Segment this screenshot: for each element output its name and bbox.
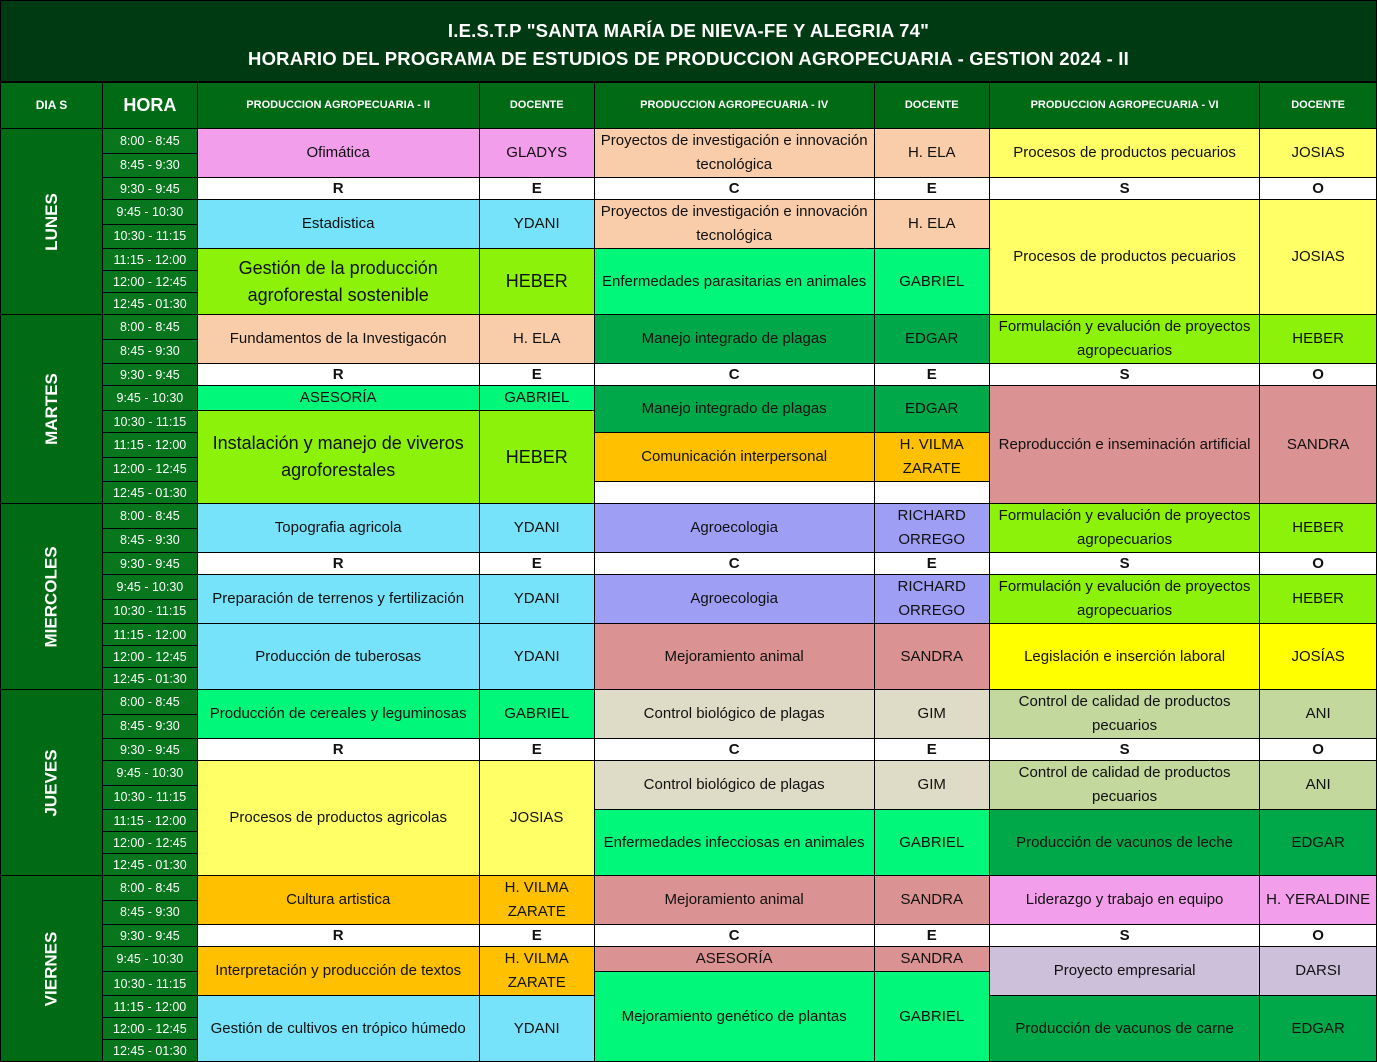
break-letter: O	[1260, 925, 1377, 947]
day-label: LUNES	[1, 129, 103, 315]
teacher-cell: GIM	[874, 761, 989, 810]
time-slot: 8:00 - 8:45	[103, 315, 198, 340]
teacher-cell: SANDRA	[1260, 386, 1377, 504]
break-letter: C	[594, 553, 874, 575]
course-cell: Proyecto empresarial	[989, 947, 1259, 996]
break-letter: C	[594, 739, 874, 761]
teacher-cell: EDGAR	[874, 386, 989, 433]
course-cell: ASESORÍA	[594, 947, 874, 972]
course-cell: ASESORÍA	[197, 386, 479, 411]
course-cell: Topografia agricola	[197, 504, 479, 553]
title-banner	[0, 0, 1377, 82]
teacher-cell: H. VILMA ZARATE	[479, 947, 594, 996]
teacher-cell: YDANI	[479, 504, 594, 553]
course-cell: Agroecologia	[594, 575, 874, 624]
time-slot: 9:45 - 10:30	[103, 761, 198, 786]
course-cell: Ofimática	[197, 129, 479, 178]
header-prog4: PRODUCCION AGROPECUARIA - IV	[594, 83, 874, 129]
course-cell: Formulación y evalución de proyectos agropecuarios	[989, 575, 1259, 624]
time-slot: 9:45 - 10:30	[103, 575, 198, 600]
schedule-title: HORARIO DEL PROGRAMA DE ESTUDIOS DE PRODUCCION AGROPECUARIA - GESTION 2024 - II	[248, 48, 1129, 69]
course-cell: Producción de tuberosas	[197, 624, 479, 690]
time-slot: 8:00 - 8:45	[103, 129, 198, 154]
time-slot: 12:45 - 01:30	[103, 854, 198, 876]
time-slot: 11:15 - 12:00	[103, 433, 198, 458]
teacher-cell: HEBER	[1260, 315, 1377, 364]
course-cell: Legislación e inserción laboral	[989, 624, 1259, 690]
time-slot: 9:30 - 9:45	[103, 925, 198, 947]
break-letter: E	[874, 364, 989, 386]
day-label: JUEVES	[1, 690, 103, 876]
teacher-cell: GABRIEL	[874, 972, 989, 1062]
teacher-cell: SANDRA	[874, 624, 989, 690]
time-slot: 12:00 - 12:45	[103, 271, 198, 293]
teacher-cell: GABRIEL	[874, 810, 989, 876]
time-slot: 8:45 - 9:30	[103, 528, 198, 553]
time-slot: 8:00 - 8:45	[103, 690, 198, 715]
teacher-cell: JOSIAS	[1260, 200, 1377, 315]
break-letter: O	[1260, 739, 1377, 761]
header-row	[1, 83, 1377, 129]
teacher-cell: GLADYS	[479, 129, 594, 178]
teacher-cell: ANI	[1260, 690, 1377, 739]
time-slot: 12:45 - 01:30	[103, 1040, 198, 1062]
teacher-cell: GABRIEL	[479, 386, 594, 411]
break-letter: E	[479, 364, 594, 386]
time-slot: 9:45 - 10:30	[103, 947, 198, 972]
course-cell: Fundamentos de la Investigacón	[197, 315, 479, 364]
time-slot: 10:30 - 11:15	[103, 411, 198, 433]
header-docente: DOCENTE	[479, 83, 594, 129]
course-cell: Mejoramiento animal	[594, 624, 874, 690]
teacher-cell: JOSIAS	[1260, 129, 1377, 178]
course-cell: Mejoramiento animal	[594, 876, 874, 925]
institution-title: I.E.S.T.P "SANTA MARÍA DE NIEVA-FE Y ALEGRIA 74"	[447, 20, 930, 41]
time-slot: 12:45 - 01:30	[103, 668, 198, 690]
time-slot: 11:15 - 12:00	[103, 624, 198, 646]
course-cell: Gestión de la producción agroforestal sostenible	[197, 249, 479, 315]
break-letter: R	[197, 553, 479, 575]
break-letter: S	[989, 178, 1259, 200]
break-letter: R	[197, 178, 479, 200]
break-letter: E	[479, 925, 594, 947]
teacher-cell: YDANI	[479, 996, 594, 1062]
teacher-cell: JOSIAS	[479, 761, 594, 876]
teacher-cell: YDANI	[479, 624, 594, 690]
time-slot: 11:15 - 12:00	[103, 810, 198, 832]
course-cell: Manejo integrado de plagas	[594, 315, 874, 364]
header-hora: HORA	[103, 83, 198, 129]
break-letter: E	[874, 178, 989, 200]
teacher-cell: HEBER	[479, 411, 594, 504]
course-cell: Procesos de productos agricolas	[197, 761, 479, 876]
day-label: VIERNES	[1, 876, 103, 1062]
time-slot: 8:45 - 9:30	[103, 153, 198, 178]
time-slot: 12:45 - 01:30	[103, 293, 198, 315]
break-letter: S	[989, 553, 1259, 575]
teacher-cell: YDANI	[479, 200, 594, 249]
course-cell: Producción de cereales y leguminosas	[197, 690, 479, 739]
time-slot: 8:45 - 9:30	[103, 714, 198, 739]
course-cell: Liderazgo y trabajo en equipo	[989, 876, 1259, 925]
time-slot: 12:00 - 12:45	[103, 1018, 198, 1040]
course-cell: Gestión de cultivos en trópico húmedo	[197, 996, 479, 1062]
teacher-cell: H. VILMA ZARATE	[874, 433, 989, 482]
course-cell: Producción de vacunos de leche	[989, 810, 1259, 876]
header-docente: DOCENTE	[1260, 83, 1377, 129]
teacher-cell: H. ELA	[874, 200, 989, 249]
time-slot: 8:00 - 8:45	[103, 876, 198, 901]
time-slot: 9:30 - 9:45	[103, 739, 198, 761]
teacher-cell: SANDRA	[874, 947, 989, 972]
time-slot: 10:30 - 11:15	[103, 224, 198, 249]
day-label: MIERCOLES	[1, 504, 103, 690]
course-cell: Enfermedades parasitarias en animales	[594, 249, 874, 315]
teacher-cell: HEBER	[479, 249, 594, 315]
break-letter: S	[989, 364, 1259, 386]
teacher-cell: RICHARD ORREGO	[874, 575, 989, 624]
teacher-cell: EDGAR	[1260, 810, 1377, 876]
break-letter: E	[874, 739, 989, 761]
teacher-cell: H. ELA	[479, 315, 594, 364]
time-slot: 12:00 - 12:45	[103, 646, 198, 668]
time-slot: 10:30 - 11:15	[103, 599, 198, 624]
course-cell: Procesos de productos pecuarios	[989, 200, 1259, 315]
teacher-cell: JOSÍAS	[1260, 624, 1377, 690]
break-letter: E	[479, 178, 594, 200]
time-slot: 8:45 - 9:30	[103, 339, 198, 364]
empty-cell	[874, 482, 989, 504]
header-docente: DOCENTE	[874, 83, 989, 129]
break-letter: S	[989, 925, 1259, 947]
teacher-cell: H. VILMA ZARATE	[479, 876, 594, 925]
course-cell: Preparación de terrenos y fertilización	[197, 575, 479, 624]
time-slot: 9:30 - 9:45	[103, 178, 198, 200]
course-cell: Proyectos de investigación e innovación tecnológica	[594, 200, 874, 249]
course-cell: Formulación y evalución de proyectos agropecuarios	[989, 504, 1259, 553]
break-letter: E	[874, 925, 989, 947]
course-cell: Enfermedades infecciosas en animales	[594, 810, 874, 876]
teacher-cell: H. YERALDINE	[1260, 876, 1377, 925]
break-letter: E	[874, 553, 989, 575]
course-cell: Mejoramiento genético de plantas	[594, 972, 874, 1062]
time-slot: 9:30 - 9:45	[103, 364, 198, 386]
course-cell: Reproducción e inseminación artificial	[989, 386, 1259, 504]
break-letter: E	[479, 553, 594, 575]
teacher-cell: RICHARD ORREGO	[874, 504, 989, 553]
time-slot: 11:15 - 12:00	[103, 249, 198, 271]
time-slot: 8:45 - 9:30	[103, 900, 198, 925]
course-cell: Cultura artistica	[197, 876, 479, 925]
break-letter: R	[197, 925, 479, 947]
course-cell: Interpretación y producción de textos	[197, 947, 479, 996]
time-slot: 8:00 - 8:45	[103, 504, 198, 529]
time-slot: 9:45 - 10:30	[103, 386, 198, 411]
course-cell: Control de calidad de productos pecuarios	[989, 690, 1259, 739]
teacher-cell: ANI	[1260, 761, 1377, 810]
break-letter: S	[989, 739, 1259, 761]
header-prog6: PRODUCCION AGROPECUARIA - VI	[989, 83, 1259, 129]
course-cell: Control de calidad de productos pecuarios	[989, 761, 1259, 810]
course-cell: Procesos de productos pecuarios	[989, 129, 1259, 178]
time-slot: 9:45 - 10:30	[103, 200, 198, 225]
break-letter: C	[594, 364, 874, 386]
course-cell: Agroecologia	[594, 504, 874, 553]
time-slot: 9:30 - 9:45	[103, 553, 198, 575]
header-dias: DIA S	[1, 83, 103, 129]
header-prog2: PRODUCCION AGROPECUARIA - II	[197, 83, 479, 129]
break-letter: O	[1260, 364, 1377, 386]
course-cell: Producción de vacunos de carne	[989, 996, 1259, 1062]
teacher-cell: EDGAR	[1260, 996, 1377, 1062]
teacher-cell: GIM	[874, 690, 989, 739]
teacher-cell: YDANI	[479, 575, 594, 624]
teacher-cell: SANDRA	[874, 876, 989, 925]
time-slot: 12:45 - 01:30	[103, 482, 198, 504]
course-cell: Proyectos de investigación e innovación tecnológica	[594, 129, 874, 178]
schedule-table	[0, 82, 1377, 1062]
time-slot: 10:30 - 11:15	[103, 785, 198, 810]
time-slot: 12:00 - 12:45	[103, 832, 198, 854]
break-letter: O	[1260, 178, 1377, 200]
teacher-cell: DARSI	[1260, 947, 1377, 996]
time-slot: 12:00 - 12:45	[103, 457, 198, 482]
time-slot: 10:30 - 11:15	[103, 972, 198, 996]
teacher-cell: H. ELA	[874, 129, 989, 178]
course-cell: Control biológico de plagas	[594, 761, 874, 810]
teacher-cell: GABRIEL	[479, 690, 594, 739]
course-cell: Instalación y manejo de viveros agroforestales	[197, 411, 479, 504]
break-letter: C	[594, 178, 874, 200]
break-letter: R	[197, 739, 479, 761]
break-letter: E	[479, 739, 594, 761]
teacher-cell: HEBER	[1260, 575, 1377, 624]
course-cell: Formulación y evalución de proyectos agropecuarios	[989, 315, 1259, 364]
teacher-cell: HEBER	[1260, 504, 1377, 553]
day-label: MARTES	[1, 315, 103, 504]
teacher-cell: EDGAR	[874, 315, 989, 364]
break-letter: O	[1260, 553, 1377, 575]
empty-cell	[594, 482, 874, 504]
course-cell: Control biológico de plagas	[594, 690, 874, 739]
course-cell: Comunicación interpersonal	[594, 433, 874, 482]
course-cell: Estadistica	[197, 200, 479, 249]
time-slot: 11:15 - 12:00	[103, 996, 198, 1018]
break-letter: C	[594, 925, 874, 947]
break-letter: R	[197, 364, 479, 386]
teacher-cell: GABRIEL	[874, 249, 989, 315]
course-cell: Manejo integrado de plagas	[594, 386, 874, 433]
